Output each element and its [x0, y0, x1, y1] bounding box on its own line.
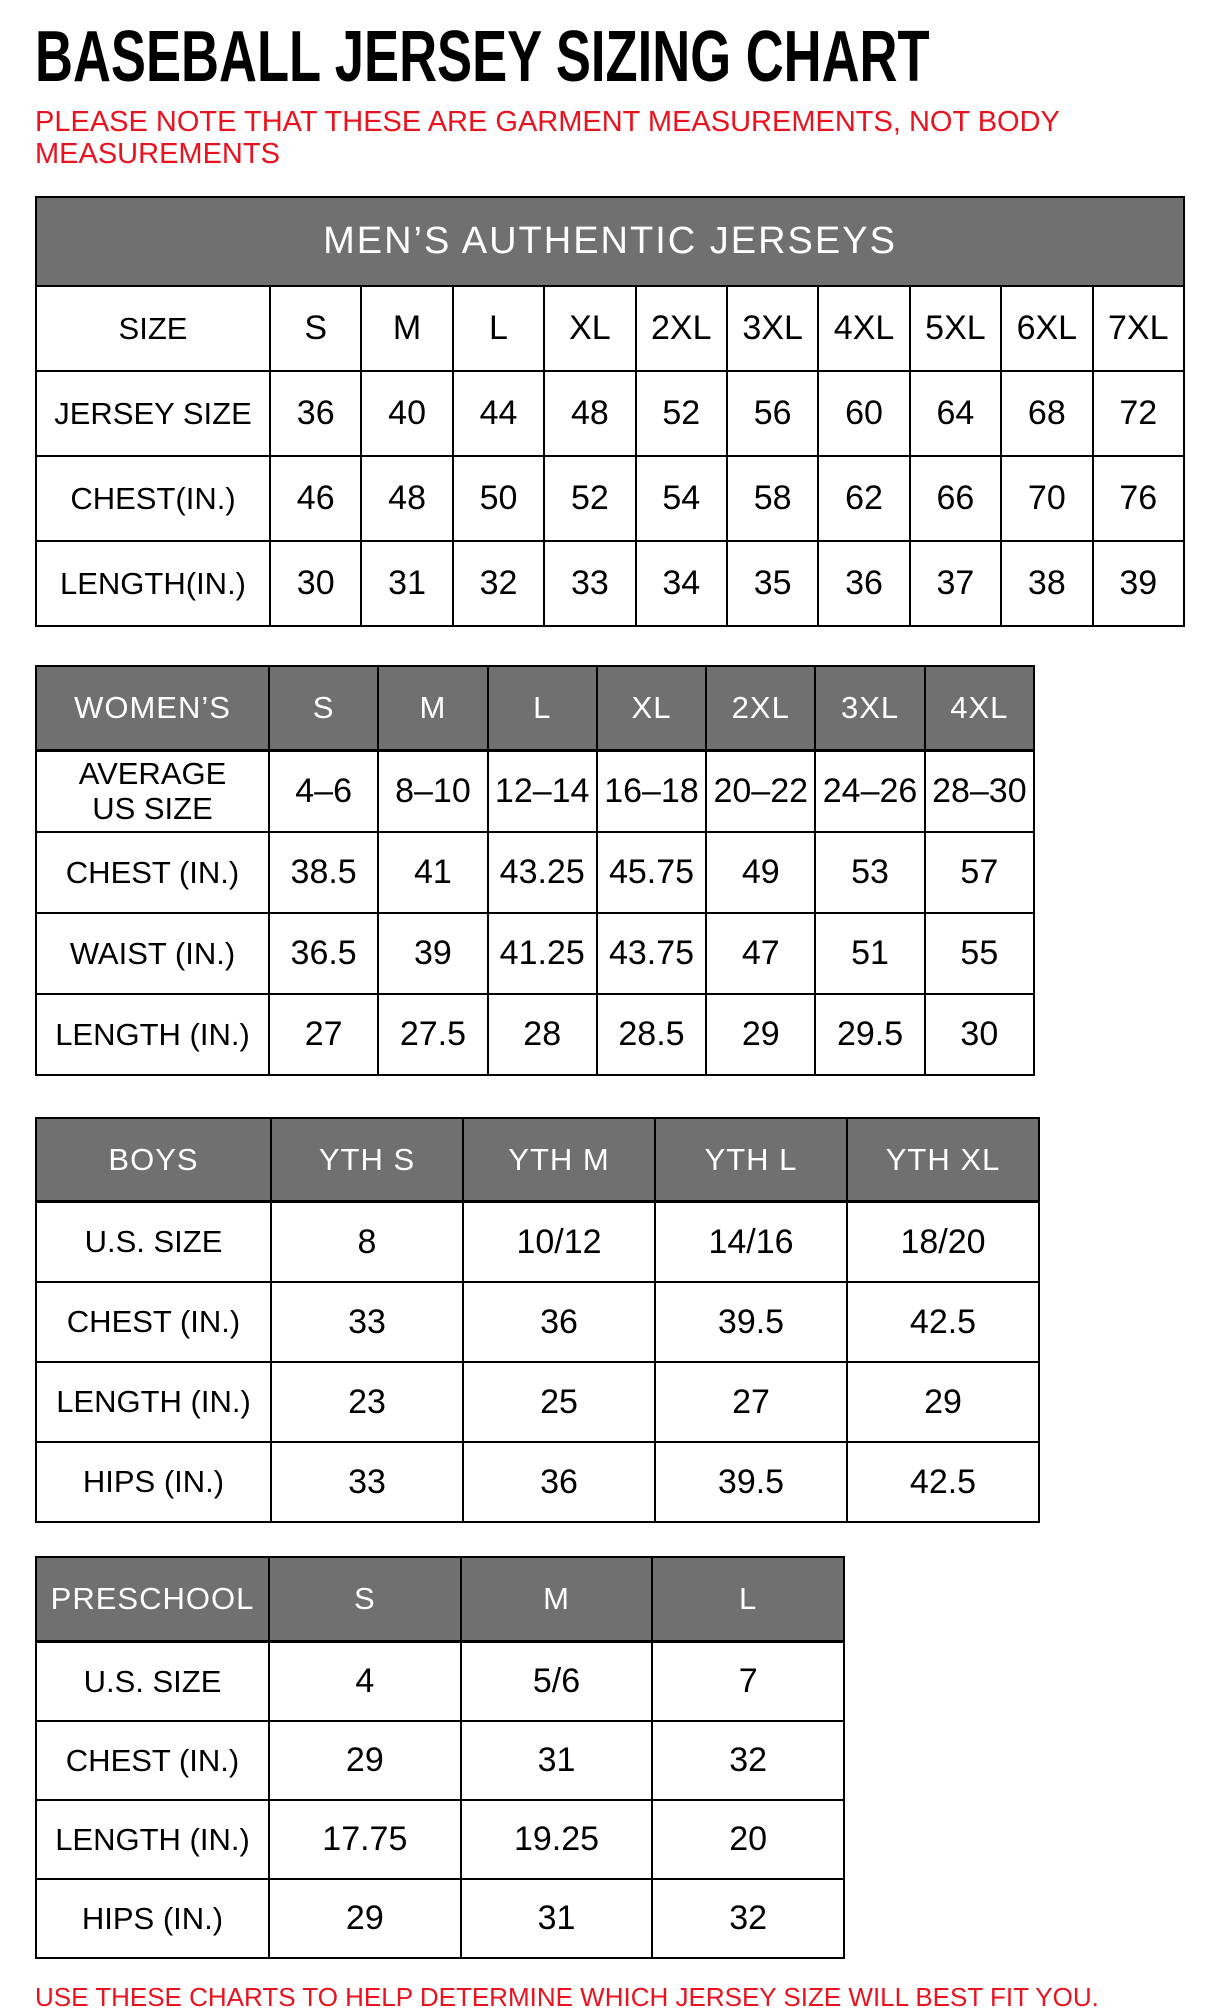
column-header-cell: 3XL	[815, 666, 924, 751]
value-cell: 17.75	[269, 1800, 461, 1879]
value-cell: 30	[270, 541, 361, 626]
footer-note: USE THESE CHARTS TO HELP DETERMINE WHICH JERSEY SIZE WILL BEST FIT YOU.	[35, 1982, 1099, 2012]
value-cell: 42.5	[847, 1282, 1039, 1362]
value-cell: 55	[925, 913, 1034, 994]
value-cell: 40	[361, 371, 452, 456]
value-cell: 36	[463, 1282, 655, 1362]
value-cell: M	[361, 286, 452, 371]
value-cell: 38	[1001, 541, 1092, 626]
value-cell: 44	[453, 371, 544, 456]
value-cell: 41	[378, 832, 487, 913]
value-cell: 68	[1001, 371, 1092, 456]
table-row	[36, 1800, 844, 1879]
value-cell: 14/16	[655, 1202, 847, 1283]
value-cell: 39	[378, 913, 487, 994]
womens-table-header	[36, 666, 1034, 751]
value-cell: 42.5	[847, 1442, 1039, 1522]
garment-measurements-note: PLEASE NOTE THAT THESE ARE GARMENT MEASUREMENTS, NOT BODY MEASUREMENTS	[35, 106, 1060, 170]
row-label-text: CHEST(IN.)	[70, 480, 236, 516]
value-cell: 5/6	[461, 1642, 653, 1722]
value-cell: 64	[910, 371, 1001, 456]
value-cell: 27	[269, 994, 378, 1075]
value-cell: 33	[271, 1282, 463, 1362]
value-cell: 32	[652, 1721, 844, 1800]
value-cell: 5XL	[910, 286, 1001, 371]
value-cell: L	[453, 286, 544, 371]
value-cell: 32	[652, 1879, 844, 1958]
preschool-table-header	[36, 1557, 844, 1642]
value-cell: 60	[818, 371, 909, 456]
table-row	[36, 1642, 844, 1722]
row-label-header-cell: WOMEN’S	[36, 666, 269, 751]
row-label-text: HIPS (IN.)	[81, 1900, 224, 1936]
value-cell: 32	[453, 541, 544, 626]
value-cell: 2XL	[636, 286, 727, 371]
value-cell: 66	[910, 456, 1001, 541]
value-cell: 31	[361, 541, 452, 626]
column-header-cell: S	[269, 1557, 461, 1642]
row-label-text: AVERAGE US SIZE	[78, 755, 227, 827]
row-label-text: SIZE	[118, 310, 188, 346]
value-cell: 52	[544, 456, 635, 541]
value-cell: 33	[544, 541, 635, 626]
value-cell: 28–30	[925, 751, 1034, 833]
value-cell: 45.75	[597, 832, 706, 913]
value-cell: 51	[815, 913, 924, 994]
value-cell: 4	[269, 1642, 461, 1722]
value-cell: 28	[488, 994, 597, 1075]
column-header-cell: 4XL	[925, 666, 1034, 751]
row-label-text: U.S. SIZE	[84, 1224, 223, 1259]
value-cell: 36	[270, 371, 361, 456]
column-header-cell: M	[378, 666, 487, 751]
value-cell: 29	[706, 994, 815, 1075]
table-row	[36, 1282, 1039, 1362]
table-row	[36, 1879, 844, 1958]
value-cell: 4XL	[818, 286, 909, 371]
value-cell: 39.5	[655, 1442, 847, 1522]
row-label-cell	[36, 1282, 271, 1362]
value-cell: 34	[636, 541, 727, 626]
value-cell: 36	[818, 541, 909, 626]
column-header-row	[36, 666, 1034, 751]
boys-table-header	[36, 1118, 1039, 1202]
value-cell: 8	[271, 1202, 463, 1283]
mens-sizing-table	[35, 196, 1185, 627]
value-cell: 8–10	[378, 751, 487, 833]
value-cell: 58	[727, 456, 818, 541]
value-cell: 29	[269, 1879, 461, 1958]
column-header-cell: XL	[597, 666, 706, 751]
value-cell: 30	[925, 994, 1034, 1075]
table-row	[36, 1721, 844, 1800]
value-cell: 54	[636, 456, 727, 541]
row-label-cell	[36, 1879, 269, 1958]
table-row	[36, 913, 1034, 994]
value-cell: 36.5	[269, 913, 378, 994]
value-cell: 50	[453, 456, 544, 541]
row-label-cell	[36, 1442, 271, 1522]
value-cell: 7	[652, 1642, 844, 1722]
value-cell: 48	[544, 371, 635, 456]
value-cell: 25	[463, 1362, 655, 1442]
value-cell: 62	[818, 456, 909, 541]
table-row	[36, 456, 1184, 541]
preschool-sizing-table	[35, 1556, 845, 1959]
mens-table-header	[36, 197, 1184, 286]
row-label-cell	[36, 1721, 269, 1800]
value-cell: 10/12	[463, 1202, 655, 1283]
row-label-cell	[36, 371, 270, 456]
table-row	[36, 994, 1034, 1075]
row-label-cell	[36, 751, 269, 833]
value-cell: XL	[544, 286, 635, 371]
row-label-cell	[36, 286, 270, 371]
row-label-text: CHEST (IN.)	[65, 854, 240, 890]
value-cell: 43.75	[597, 913, 706, 994]
value-cell: 3XL	[727, 286, 818, 371]
column-header-cell: YTH L	[655, 1118, 847, 1202]
row-label-cell	[36, 1362, 271, 1442]
row-label-header-cell: PRESCHOOL	[36, 1557, 269, 1642]
value-cell: 4–6	[269, 751, 378, 833]
value-cell: 6XL	[1001, 286, 1092, 371]
column-header-cell: YTH M	[463, 1118, 655, 1202]
value-cell: 48	[361, 456, 452, 541]
row-label-text: LENGTH (IN.)	[56, 1384, 251, 1419]
value-cell: 35	[727, 541, 818, 626]
row-label-text: WAIST (IN.)	[69, 935, 236, 971]
table-row	[36, 832, 1034, 913]
value-cell: S	[270, 286, 361, 371]
value-cell: 53	[815, 832, 924, 913]
row-label-text: U.S. SIZE	[83, 1663, 222, 1699]
merged-header-row	[36, 197, 1184, 286]
row-label-cell	[36, 456, 270, 541]
row-label-text: LENGTH (IN.)	[55, 1821, 250, 1857]
value-cell: 31	[461, 1879, 653, 1958]
column-header-cell: 2XL	[706, 666, 815, 751]
value-cell: 20–22	[706, 751, 815, 833]
womens-sizing-table	[35, 665, 1035, 1076]
value-cell: 72	[1093, 371, 1184, 456]
table-row	[36, 751, 1034, 833]
row-label-cell	[36, 832, 269, 913]
value-cell: 27.5	[378, 994, 487, 1075]
value-cell: 18/20	[847, 1202, 1039, 1283]
page-title: BASEBALL JERSEY SIZING CHART	[35, 17, 930, 97]
value-cell: 29.5	[815, 994, 924, 1075]
womens-table-body	[36, 751, 1034, 1076]
value-cell: 47	[706, 913, 815, 994]
value-cell: 39.5	[655, 1282, 847, 1362]
value-cell: 39	[1093, 541, 1184, 626]
value-cell: 57	[925, 832, 1034, 913]
row-label-cell	[36, 913, 269, 994]
value-cell: 37	[910, 541, 1001, 626]
row-label-text: HIPS (IN.)	[82, 1464, 225, 1499]
value-cell: 52	[636, 371, 727, 456]
value-cell: 16–18	[597, 751, 706, 833]
table-row	[36, 541, 1184, 626]
row-label-text: LENGTH(IN.)	[60, 565, 246, 601]
row-label-cell	[36, 541, 270, 626]
value-cell: 76	[1093, 456, 1184, 541]
table-title-cell: MEN’S AUTHENTIC JERSEYS	[36, 197, 1184, 286]
value-cell: 27	[655, 1362, 847, 1442]
table-row	[36, 286, 1184, 371]
value-cell: 19.25	[461, 1800, 653, 1879]
column-header-cell: L	[652, 1557, 844, 1642]
value-cell: 28.5	[597, 994, 706, 1075]
row-label-text: JERSEY SIZE	[54, 395, 252, 431]
value-cell: 29	[269, 1721, 461, 1800]
value-cell: 56	[727, 371, 818, 456]
value-cell: 12–14	[488, 751, 597, 833]
mens-table-body	[36, 286, 1184, 626]
table-row	[36, 1442, 1039, 1522]
column-header-cell: YTH S	[271, 1118, 463, 1202]
value-cell: 41.25	[488, 913, 597, 994]
boys-sizing-table	[35, 1117, 1040, 1523]
boys-table-body	[36, 1202, 1039, 1523]
value-cell: 23	[271, 1362, 463, 1442]
sizing-tables-container	[35, 196, 1185, 1959]
column-header-row	[36, 1557, 844, 1642]
value-cell: 33	[271, 1442, 463, 1522]
table-row	[36, 1362, 1039, 1442]
column-header-cell: M	[461, 1557, 653, 1642]
value-cell: 29	[847, 1362, 1039, 1442]
value-cell: 36	[463, 1442, 655, 1522]
row-label-cell	[36, 1642, 269, 1722]
row-label-text: CHEST (IN.)	[66, 1304, 241, 1339]
column-header-cell: S	[269, 666, 378, 751]
row-label-header-cell: BOYS	[36, 1118, 271, 1202]
column-header-cell: YTH XL	[847, 1118, 1039, 1202]
preschool-table-body	[36, 1642, 844, 1959]
value-cell: 38.5	[269, 832, 378, 913]
value-cell: 70	[1001, 456, 1092, 541]
value-cell: 24–26	[815, 751, 924, 833]
row-label-text: CHEST (IN.)	[65, 1742, 240, 1778]
value-cell: 49	[706, 832, 815, 913]
row-label-cell	[36, 994, 269, 1075]
value-cell: 7XL	[1093, 286, 1184, 371]
row-label-cell	[36, 1202, 271, 1283]
value-cell: 46	[270, 456, 361, 541]
value-cell: 31	[461, 1721, 653, 1800]
table-row	[36, 371, 1184, 456]
row-label-text: LENGTH (IN.)	[55, 1016, 250, 1052]
table-row	[36, 1202, 1039, 1283]
column-header-row	[36, 1118, 1039, 1202]
value-cell: 20	[652, 1800, 844, 1879]
column-header-cell: L	[488, 666, 597, 751]
row-label-cell	[36, 1800, 269, 1879]
value-cell: 43.25	[488, 832, 597, 913]
